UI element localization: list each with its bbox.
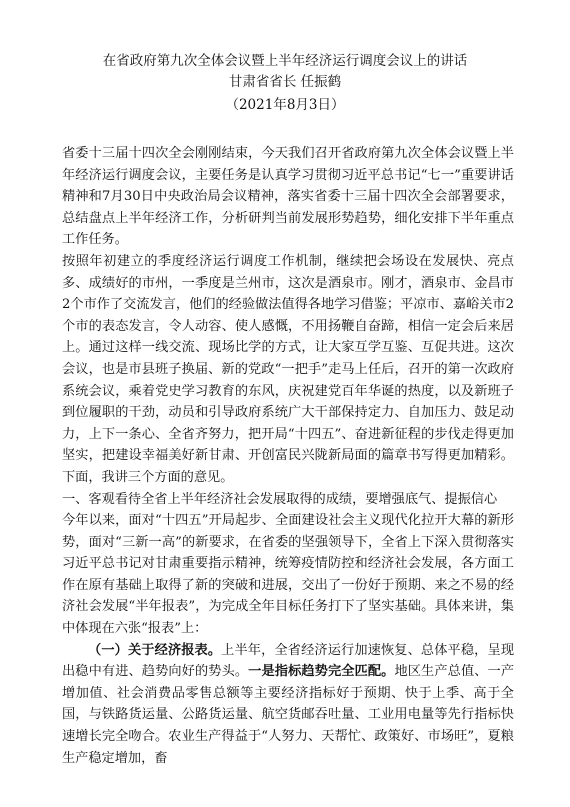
paragraph-economic-report-text-a: 上半年，全省经济运行加速恢复、总体平稳，呈现出稳中有进、趋势向好的势头。 (62, 642, 515, 680)
section-heading-one: 一、客观看待全省上半年经济社会发展取得的成绩，要增强底气、提振信心 (62, 491, 498, 507)
document-author: 甘肃省省长 任振鹤 (228, 74, 342, 90)
paragraph-overview: 今年以来，面对“十四五”开局起步、全面建设社会主义现代化拉开大幕的新形势，面对“三新一高”的新要求，在省委的坚强领导下，全省上下深入贯彻落实习近平总书记对甘肃重要指示精神，统筹疫情防控和经济社会发展，各方面工作在原有基础上取得了新的突破和进展，交出了一份好于预期、来之不易的经济社会发展“半年报表”，为完成全年目标任务打下了坚实基础。具体来讲，集中体现在六张“报表”上： (62, 513, 514, 637)
document-title: 在省政府第九次全体会议暨上半年经济运行调度会议上的讲话 (102, 53, 468, 69)
paragraph-economic-report (62, 640, 514, 770)
document-body (62, 143, 514, 769)
document-date: （2021年8月3日） (225, 97, 345, 113)
subheading-indicator-match: 一是指标趋势完全匹配。 (248, 664, 395, 680)
paragraph-mechanism: 按照年初建立的季度经济运行调度工作机制，继续把会场设在发展快、亮点多、成绩好的市州，一季度是兰州市，这次是酒泉市。刚才，酒泉市、金昌市2个市作了交流发言，他们的经验做法值得各地学习借鉴；平凉市、嘉峪关市2个市的表态发言，令人动容、使人感慨，不用扬鞭自奋蹄，相信一定会后来居上。通过这样一线交流、现场比学的方式，让大家互学互鉴、互促共进。这次会议，也是市县班子换届、新的党政“一把手”走马上任后，召开的第一次政府系统会议，乘着党史学习教育的东风，庆祝建党百年华诞的热度，以及新班子到位履职的干劲，动员和引导政府系统广大干部保持定力、自加压力、鼓足动力，上下一条心、全省齐努力，把开局“十四五”、奋进新征程的步伐走得更加坚实，把建设幸福美好新甘肃、开创富民兴陇新局面的篇章书写得更加精彩。下面，我讲三个方面的意见。 (62, 253, 514, 485)
paragraph-intro: 省委十三届十四次全会刚刚结束，今天我们召开省政府第九次全体会议暨上半年经济运行调度会议，主要任务是认真学习贯彻习近平总书记“七一”重要讲话精神和7月30日中央政治局会议精神，落实省委十三届十四次全会部署要求，总结盘点上半年经济工作，分析研判当前发展形势趋势，细化安排下半年重点工作任务。 (62, 146, 514, 248)
subheading-economic-report: （一）关于经济报表。 (88, 642, 222, 658)
paragraph-economic-report-text-b: 地区生产总值、一产增加值、社会消费品零售总额等主要经济指标好于预期、快于上季、高于全国，与铁路货运量、公路货运量、航空货邮吞吐量、工业用电量等先行指标快速增长完全吻合。农业生产得益于“人努力、天帮忙、政策好、市场旺”，夏粮生产稳定增加，畜 (62, 664, 515, 766)
